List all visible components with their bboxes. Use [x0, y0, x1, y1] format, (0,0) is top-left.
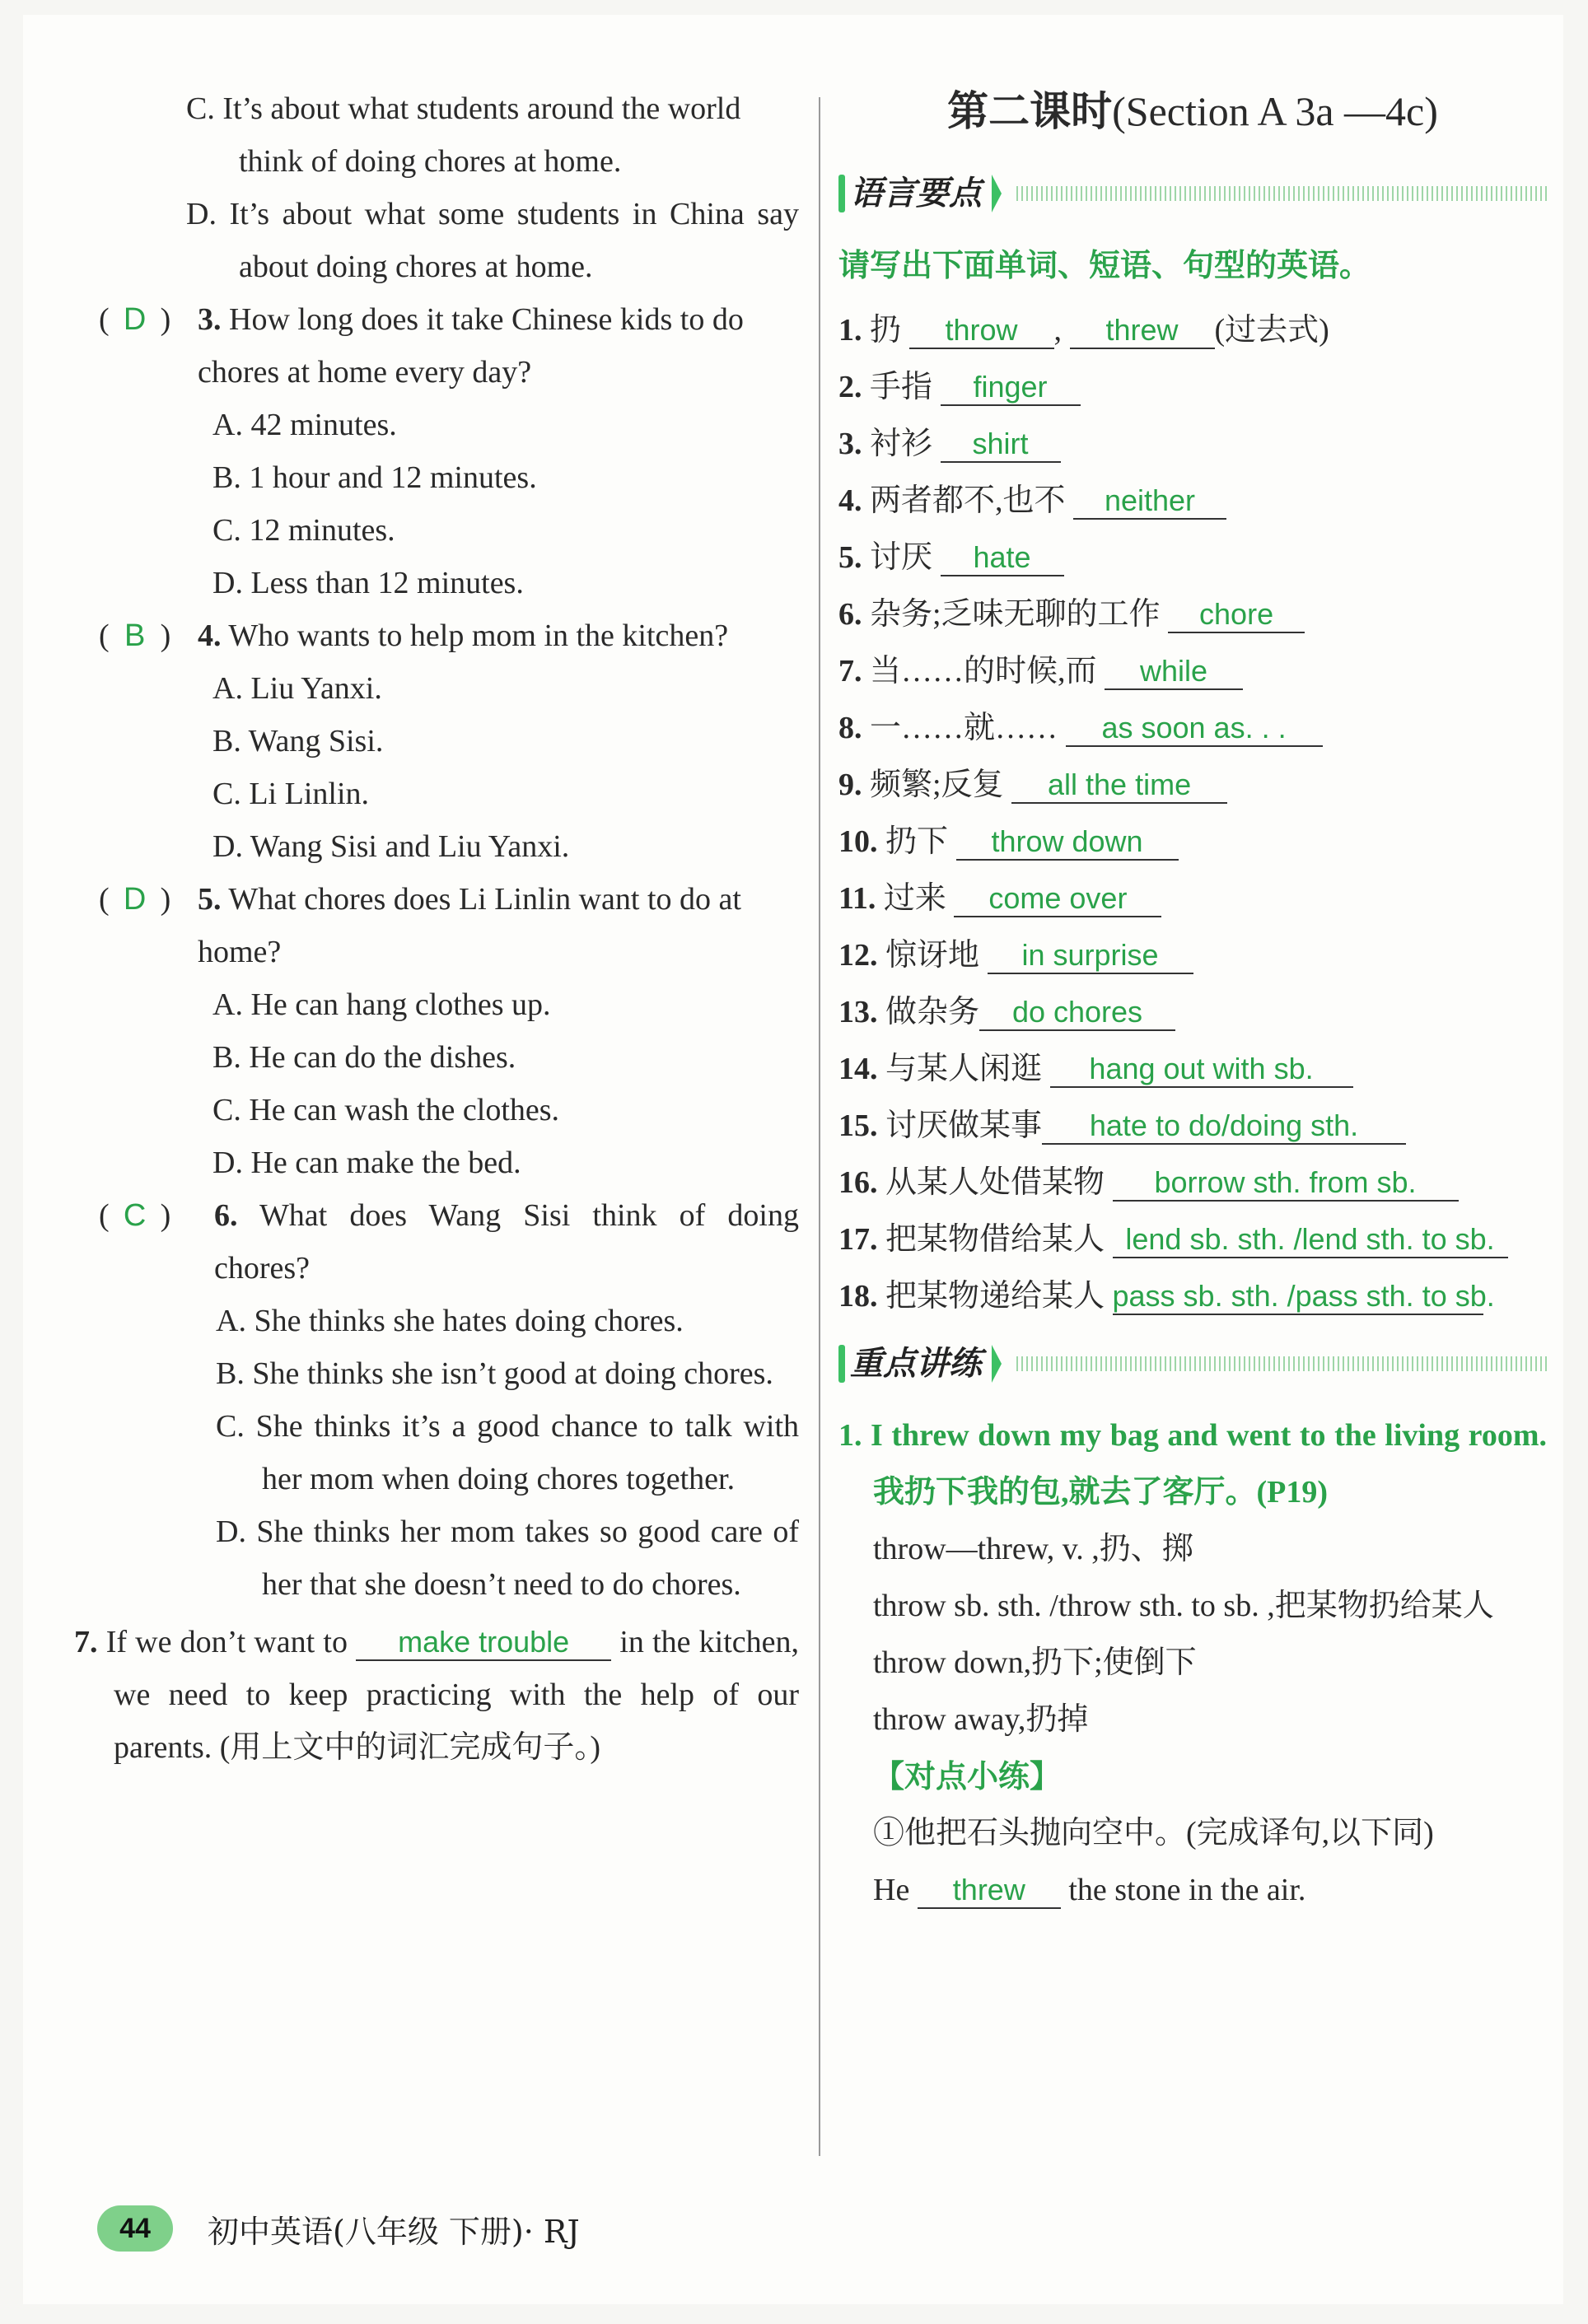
key-point-note: throw sb. sth. /throw sth. to sb. ,把某物扔给某人 — [873, 1589, 1494, 1623]
item-chinese: 杂务;乏味无聊的工作 — [870, 597, 1161, 632]
answer-blank: as soon as. . . — [1066, 711, 1323, 747]
q5-option-b: B. He can do the dishes. — [213, 1040, 516, 1075]
item-number: 16. — [838, 1165, 878, 1200]
practice-answer-blank: threw — [918, 1873, 1061, 1909]
section-header-language-points — [838, 166, 1547, 221]
q3-option-b: B. 1 hour and 12 minutes. — [213, 460, 537, 495]
answer-blank: finger — [941, 370, 1081, 406]
item-number: 10. — [838, 824, 878, 859]
practice-question: ①他把石头抛向空中。(完成译句,以下同) — [873, 1816, 1434, 1850]
item-number: 18. — [838, 1279, 878, 1314]
answer-blank: throw — [909, 313, 1054, 349]
item-chinese: 惊讶地 — [885, 938, 980, 973]
paren-close: ) — [160, 618, 171, 653]
question-3 — [74, 293, 799, 399]
key-point-note: throw—threw, v. ,扔、掷 — [873, 1532, 1193, 1566]
page-number: 44 — [97, 2205, 173, 2252]
lesson-title — [838, 82, 1547, 140]
vocab-item-5 — [838, 530, 1547, 586]
key-point-note: throw down,扔下;使倒下 — [873, 1645, 1197, 1680]
paren-open: ( — [99, 618, 110, 653]
paren-close: ) — [160, 302, 171, 337]
q3-option-d: D. Less than 12 minutes. — [213, 566, 524, 600]
item-number: 8. — [838, 711, 862, 745]
q5-option-a: A. He can hang clothes up. — [213, 987, 551, 1022]
item-number: 5. — [838, 540, 862, 575]
item-number: 4. — [838, 483, 862, 518]
item-chinese: 两者都不,也不 — [870, 483, 1066, 518]
item-number: 2. — [838, 370, 862, 404]
answer-6: C — [123, 1198, 147, 1233]
book-title: 初中英语(八年级 下册)· RJ — [208, 2213, 580, 2250]
question-7-after: in the kitchen, we need to keep practicing with the help of our parents. (用上文中的词汇完成句子。) — [114, 1625, 800, 1765]
item-chinese: 做杂务 — [885, 995, 980, 1029]
question-6 — [74, 1189, 799, 1295]
question-5 — [74, 873, 799, 978]
vocab-item-1: 1. 扔 throw , threw (过去式) — [838, 313, 1329, 348]
q4-option-c: C. Li Linlin. — [213, 777, 369, 811]
vocab-item-10 — [838, 814, 1547, 870]
item-chinese: 讨厌做某事 — [885, 1108, 1043, 1143]
vocab-list — [838, 302, 1547, 1325]
item-number: 9. — [838, 768, 862, 802]
practice-answer-line — [838, 1862, 1547, 1919]
question-4 — [74, 609, 799, 662]
item-chinese: 频繁;反复 — [870, 768, 1004, 802]
q4-option-d: D. Wang Sisi and Liu Yanxi. — [213, 829, 570, 864]
question-7-before: If we don’t want to — [105, 1625, 348, 1659]
workbook-page — [23, 15, 1563, 2304]
vocab-item-4 — [838, 473, 1547, 530]
item-number: 1. — [838, 313, 862, 348]
title-cn: 第二课时 — [947, 86, 1113, 135]
section-header-key-points — [838, 1337, 1547, 1391]
paren-open: ( — [99, 882, 110, 917]
paren-open: ( — [99, 302, 110, 337]
item-number: 17. — [838, 1222, 878, 1257]
answer-blank: all the time — [1011, 768, 1227, 804]
section-title: 重点讲练 — [850, 1344, 982, 1383]
item-number: 7. — [838, 654, 862, 688]
answer-blank: neither — [1073, 483, 1226, 520]
item-chinese: 一……就…… — [870, 711, 1058, 745]
answer-blank: shirt — [941, 427, 1061, 463]
vocab-item-12 — [838, 927, 1547, 984]
vocab-item-17 — [838, 1211, 1547, 1268]
key-point-note: throw away,扔掉 — [873, 1702, 1089, 1737]
item-number: 12. — [838, 938, 878, 973]
question-text: What chores does Li Linlin want to do at home? — [198, 882, 741, 969]
q3-option-a: A. 42 minutes. — [213, 408, 397, 442]
section-title: 语言要点 — [850, 174, 982, 212]
vocab-item-13 — [838, 984, 1547, 1041]
vocab-item-6 — [838, 586, 1547, 643]
instruction: 请写出下面单词、短语、句型的英语。 — [838, 247, 1371, 283]
answer-blank: chore — [1168, 597, 1305, 633]
item-chinese: 衬衫 — [870, 427, 933, 461]
tag-arrow-icon — [992, 1345, 1002, 1383]
column-divider — [819, 97, 820, 2156]
item-chinese: 当……的时候,而 — [870, 654, 1097, 688]
question-7 — [74, 1616, 799, 1774]
vocab-item-16 — [838, 1155, 1547, 1211]
paren-close: ) — [160, 1198, 171, 1233]
item-chinese: 过来 — [883, 881, 946, 916]
paren-open: ( — [99, 1198, 110, 1233]
answer-blank: in surprise — [988, 938, 1193, 974]
vocab-item-18 — [838, 1268, 1547, 1325]
tag-arrow-icon — [992, 175, 1002, 212]
vocab-item-8 — [838, 700, 1547, 757]
answer-blank: hate to do/doing sth. — [1042, 1108, 1406, 1145]
q5-option-c: C. He can wash the clothes. — [213, 1093, 560, 1127]
answer-5: D — [123, 882, 147, 917]
vocab-item-3 — [838, 416, 1547, 473]
right-column — [838, 82, 1547, 1919]
q2-option-c: C. It’s about what students around the world think of doing chores at home. — [186, 91, 741, 179]
question-number: 4. — [198, 618, 222, 653]
item-number: 15. — [838, 1108, 878, 1143]
key-point-1-sentence: 1. I threw down my bag and went to the living room. 我扔下我的包,就去了客厅。(P19) — [838, 1418, 1547, 1510]
question-text: How long does it take Chinese kids to do chores at home every day? — [198, 302, 744, 390]
answer-blank: throw down — [956, 824, 1179, 861]
vocab-item-9 — [838, 757, 1547, 814]
answer-blank: come over — [954, 881, 1161, 917]
answer-blank: lend sb. sth. /lend sth. to sb. — [1113, 1222, 1508, 1258]
practice-tag: 【对点小练】 — [873, 1758, 1062, 1794]
item-number: 13. — [838, 995, 878, 1029]
item-chinese: 手指 — [870, 370, 933, 404]
answer-7-blank: make trouble — [356, 1625, 611, 1661]
question-text: What does Wang Sisi think of doing chores? — [214, 1198, 799, 1286]
answer-blank: pass sb. sth. /pass sth. to sb. — [1113, 1279, 1483, 1315]
answer-blank: do chores — [979, 995, 1175, 1031]
answer-blank: hang out with sb. — [1050, 1052, 1353, 1088]
practice-after: the stone in the air. — [1068, 1873, 1306, 1907]
answer-blank: while — [1105, 654, 1243, 690]
item-chinese: 与某人闲逛 — [885, 1052, 1043, 1086]
question-number: 5. — [198, 882, 222, 917]
answer-blank: hate — [941, 540, 1064, 576]
answer-4: B — [124, 618, 146, 653]
item-chinese: 讨厌 — [870, 540, 933, 575]
item-chinese: 从某人处借某物 — [885, 1165, 1105, 1200]
q6-option-d: D. She thinks her mom takes so good care of her that she doesn’t need to do chores. — [216, 1514, 799, 1602]
q6-option-c: C. She thinks it’s a good chance to talk with her mom when doing chores together. — [216, 1409, 799, 1496]
answer-blank: threw — [1070, 313, 1215, 349]
item-note: (过去式) — [1214, 313, 1329, 348]
answer-3: D — [123, 302, 147, 337]
page-footer — [97, 2205, 580, 2252]
dotted-rule — [1016, 186, 1547, 201]
item-chinese: 把某物递给某人 — [885, 1279, 1105, 1314]
item-chinese: 扔下 — [885, 824, 949, 859]
vocab-item-14 — [838, 1041, 1547, 1098]
answer-blank: borrow sth. from sb. — [1113, 1165, 1459, 1202]
q2-option-d: D. It’s about what some students in China say about doing chores at home. — [186, 197, 799, 284]
vocab-item-11 — [838, 870, 1547, 927]
left-column — [74, 82, 799, 1774]
item-chinese: 把某物借给某人 — [885, 1222, 1105, 1257]
question-number: 3. — [198, 302, 222, 337]
title-en: (Section A 3a —4c) — [1112, 88, 1438, 134]
q5-option-d: D. He can make the bed. — [213, 1146, 521, 1180]
vocab-item-7 — [838, 643, 1547, 700]
dotted-rule — [1016, 1356, 1547, 1371]
tag-bar-icon — [838, 1345, 845, 1383]
question-number: 6. — [214, 1198, 238, 1233]
vocab-item-2 — [838, 359, 1547, 416]
item-number: 14. — [838, 1052, 878, 1086]
item-number: 3. — [838, 427, 862, 461]
q4-option-a: A. Liu Yanxi. — [213, 671, 382, 706]
item-number: 6. — [838, 597, 862, 632]
question-text: Who wants to help mom in the kitchen? — [228, 618, 729, 653]
q6-option-a: A. She thinks she hates doing chores. — [216, 1304, 684, 1338]
paren-close: ) — [160, 882, 171, 917]
vocab-item-15 — [838, 1098, 1547, 1155]
item-chinese: 扔 — [870, 313, 902, 348]
item-number: 11. — [838, 881, 876, 916]
q4-option-b: B. Wang Sisi. — [213, 724, 384, 758]
tag-bar-icon — [838, 175, 845, 212]
practice-before: He — [873, 1873, 910, 1907]
q6-option-b: B. She thinks she isn’t good at doing chores. — [216, 1356, 773, 1391]
q3-option-c: C. 12 minutes. — [213, 513, 395, 548]
question-number: 7. — [74, 1625, 98, 1659]
